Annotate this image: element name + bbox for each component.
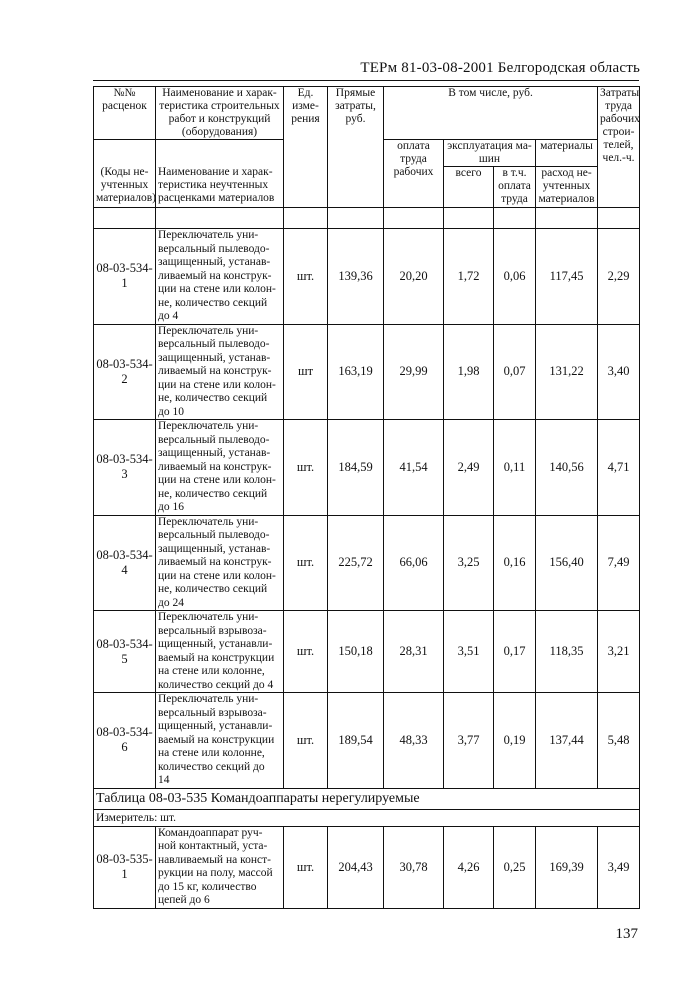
- rate-materials: 117,45: [536, 229, 598, 325]
- rate-labor-hours: 3,40: [598, 324, 640, 420]
- rate-code: 08-03-535- 1: [94, 826, 156, 908]
- rate-machines-pay: 0,06: [494, 229, 536, 325]
- rate-materials: 137,44: [536, 693, 598, 789]
- rate-labor-hours: 3,49: [598, 826, 640, 908]
- rate-machines-total: 1,72: [444, 229, 494, 325]
- section-measure: Измеритель: шт.: [94, 809, 640, 826]
- rate-direct-costs: 163,19: [328, 324, 384, 420]
- col-materials-header: материалы: [536, 140, 598, 167]
- rate-code: 08-03-534- 2: [94, 324, 156, 420]
- section-title: Таблица 08-03-535 Командоаппараты нерегулируемые: [94, 788, 640, 809]
- table-row: [94, 826, 640, 908]
- rate-labor-pay: 28,31: [384, 611, 444, 693]
- rate-unit: шт.: [284, 693, 328, 789]
- rate-labor-pay: 48,33: [384, 693, 444, 789]
- rate-machines-total: 1,98: [444, 324, 494, 420]
- measure-row: [94, 809, 640, 826]
- rate-materials: 118,35: [536, 611, 598, 693]
- rate-direct-costs: 139,36: [328, 229, 384, 325]
- table-row: [94, 611, 640, 693]
- rate-machines-pay: 0,16: [494, 515, 536, 611]
- rate-direct-costs: 204,43: [328, 826, 384, 908]
- rate-labor-hours: 7,49: [598, 515, 640, 611]
- rate-labor-pay: 66,06: [384, 515, 444, 611]
- col-machines-header: эксплуатация ма- шин: [444, 140, 536, 167]
- col-unaccounted-name-header: Наименование и харак- теристика неучтенных расценками материалов: [156, 140, 284, 208]
- section-535: [94, 788, 640, 826]
- rate-materials: 131,22: [536, 324, 598, 420]
- rate-labor-pay: 29,99: [384, 324, 444, 420]
- rate-machines-total: 3,51: [444, 611, 494, 693]
- col-number-header: №№ расценок: [94, 87, 156, 140]
- table-body: [94, 208, 640, 229]
- rate-labor-hours: 3,21: [598, 611, 640, 693]
- rate-description: Командоаппарат руч- ной контактный, уста- навливаемый на конст- рукции на полу, массой до 15 кг, количество цепей до 6: [156, 826, 284, 908]
- section-rows: [94, 826, 640, 908]
- rate-machines-total: 3,25: [444, 515, 494, 611]
- rate-machines-total: 2,49: [444, 420, 494, 516]
- rate-description: Переключатель уни- версальный взрывоза- щищенный, устанавли- ваемый на конструкции на стене или колонне, количество секций до 14: [156, 693, 284, 789]
- rate-code: 08-03-534- 3: [94, 420, 156, 516]
- rate-direct-costs: 184,59: [328, 420, 384, 516]
- rate-materials: 140,56: [536, 420, 598, 516]
- rate-unit: шт.: [284, 229, 328, 325]
- page-header: ТЕРм 81-03-08-2001 Белгородская область: [360, 60, 640, 76]
- rate-labor-pay: 41,54: [384, 420, 444, 516]
- rate-labor-pay: 30,78: [384, 826, 444, 908]
- rate-description: Переключатель уни- версальный взрывоза- щищенный, устанавли- ваемый на конструкции на стене или колонне, количество секций до 4: [156, 611, 284, 693]
- rate-direct-costs: 225,72: [328, 515, 384, 611]
- table-row: [94, 420, 640, 516]
- rate-description: Переключатель уни- версальный пылеводо- защищенный, устанав- ливаемый на конструк- ции на стене или колон- не, количество секций до 16: [156, 420, 284, 516]
- rate-unit: шт.: [284, 826, 328, 908]
- col-machines-pay-header: в т.ч. оплата труда: [494, 167, 536, 208]
- spacer-row: [94, 208, 640, 229]
- table-header: [94, 87, 640, 208]
- col-labor-header: Затраты труда рабочих строи- телей, чел.-ч.: [598, 87, 640, 208]
- header-divider: [93, 80, 639, 81]
- table-row: [94, 229, 640, 325]
- col-direct-costs-header: Прямые затраты, руб.: [328, 87, 384, 208]
- col-unaccounted-materials-header: расход не- учтенных материалов: [536, 167, 598, 208]
- rate-unit: шт: [284, 324, 328, 420]
- col-labor-pay-header: оплата труда рабочих: [384, 140, 444, 208]
- col-machines-total-header: всего: [444, 167, 494, 208]
- rate-machines-pay: 0,25: [494, 826, 536, 908]
- rate-unit: шт.: [284, 515, 328, 611]
- col-name-header: Наименование и харак- теристика строительных работ и конструкций (оборудования): [156, 87, 284, 140]
- rate-rows: [94, 229, 640, 789]
- rate-code: 08-03-534- 4: [94, 515, 156, 611]
- rate-machines-pay: 0,07: [494, 324, 536, 420]
- col-including-header: В том числе, руб.: [384, 87, 598, 140]
- rate-labor-hours: 2,29: [598, 229, 640, 325]
- rate-description: Переключатель уни- версальный пылеводо- защищенный, устанав- ливаемый на конструк- ции на стене или колон- не, количество секций до 4: [156, 229, 284, 325]
- rate-direct-costs: 189,54: [328, 693, 384, 789]
- rate-labor-hours: 5,48: [598, 693, 640, 789]
- rate-machines-pay: 0,19: [494, 693, 536, 789]
- rate-unit: шт.: [284, 420, 328, 516]
- col-codes-header: (Коды не- учтенных материалов): [94, 140, 156, 208]
- table-row: [94, 515, 640, 611]
- rate-machines-total: 3,77: [444, 693, 494, 789]
- rate-materials: 156,40: [536, 515, 598, 611]
- rate-labor-hours: 4,71: [598, 420, 640, 516]
- rate-labor-pay: 20,20: [384, 229, 444, 325]
- table-row: [94, 693, 640, 789]
- rate-direct-costs: 150,18: [328, 611, 384, 693]
- rate-code: 08-03-534- 5: [94, 611, 156, 693]
- rate-description: Переключатель уни- версальный пылеводо- защищенный, устанав- ливаемый на конструк- ции на стене или колон- не, количество секций до 10: [156, 324, 284, 420]
- rates-table: [93, 86, 640, 909]
- rate-code: 08-03-534- 6: [94, 693, 156, 789]
- rate-materials: 169,39: [536, 826, 598, 908]
- rate-description: Переключатель уни- версальный пылеводо- защищенный, устанав- ливаемый на конструк- ции на стене или колон- не, количество секций до 24: [156, 515, 284, 611]
- page-number: 137: [615, 926, 638, 942]
- rate-unit: шт.: [284, 611, 328, 693]
- rate-machines-pay: 0,11: [494, 420, 536, 516]
- table-row: [94, 324, 640, 420]
- col-unit-header: Ед. изме- рения: [284, 87, 328, 208]
- section-title-row: [94, 788, 640, 809]
- rate-code: 08-03-534- 1: [94, 229, 156, 325]
- rate-machines-pay: 0,17: [494, 611, 536, 693]
- rate-machines-total: 4,26: [444, 826, 494, 908]
